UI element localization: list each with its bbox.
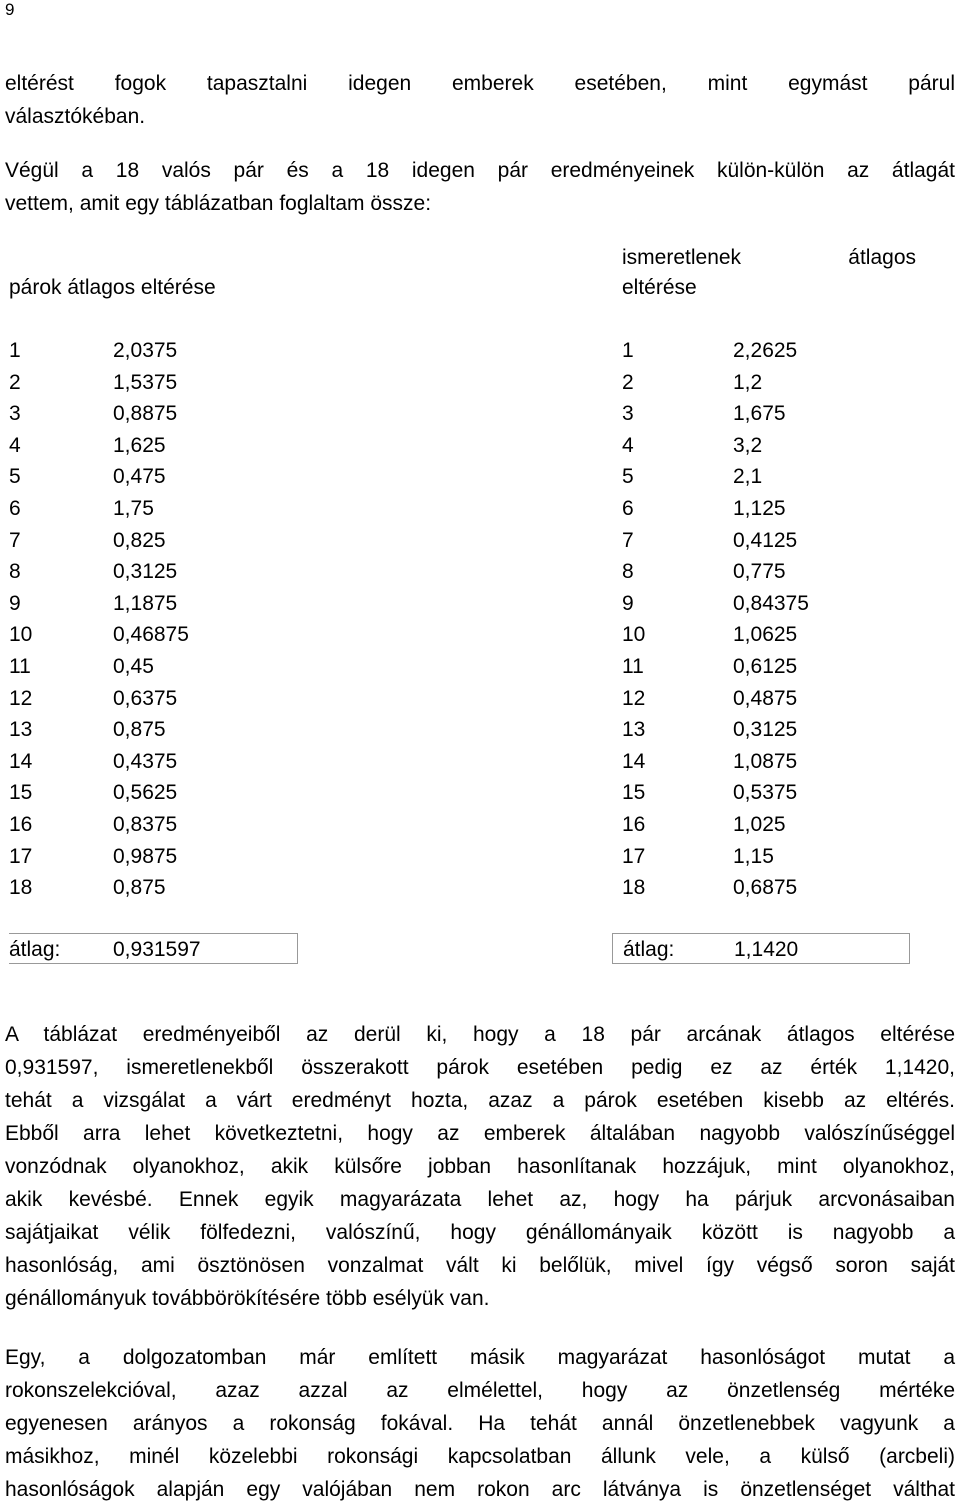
table-row	[9, 398, 189, 430]
text-line: akik kevésbé. Ennek egyik magyarázata lehet az, hogy ha párjuk arcvonásaiban	[5, 1188, 955, 1211]
row-value: 0,3125	[733, 718, 798, 742]
row-value: 0,5375	[733, 781, 798, 805]
text-line: eltérést fogok tapasztalni idegen emberek esetében, mint egymást párul	[5, 72, 955, 95]
table-row	[622, 588, 809, 620]
row-index: 11	[622, 654, 644, 678]
table-row	[622, 841, 809, 873]
strangers-average	[612, 933, 910, 964]
table-row	[622, 746, 809, 778]
paragraph-results	[5, 1018, 955, 1315]
row-index: 7	[9, 528, 21, 552]
row-value: 0,4875	[733, 686, 798, 710]
table-row	[9, 493, 189, 525]
average-value: 1,1420	[734, 938, 799, 961]
text-line: Ebből arra lehet következtetni, hogy az emberek általában nagyobb valószínűséggel	[5, 1122, 955, 1145]
text-line: A táblázat eredményeiből az derül ki, hogy a 18 pár arcának átlagos eltérése	[5, 1023, 955, 1046]
pairs-column	[9, 335, 189, 904]
header-word: eltérése	[622, 276, 697, 299]
row-value: 1,1875	[113, 591, 178, 615]
table-row	[622, 335, 809, 367]
row-value: 1,5375	[113, 370, 178, 394]
table-row	[622, 651, 809, 683]
table-row	[622, 619, 809, 651]
row-index: 5	[9, 465, 21, 489]
table-row	[9, 556, 189, 588]
row-value: 3,2	[733, 433, 763, 457]
table-row	[9, 841, 189, 873]
text-line: hasonlóságok alapján egy valójában nem rokon arc látványa is önzetlenséget válthat	[5, 1478, 955, 1501]
row-index: 2	[622, 370, 634, 394]
table-row	[9, 619, 189, 651]
table-row	[622, 525, 809, 557]
strangers-column	[622, 335, 809, 904]
table-row	[9, 335, 189, 367]
table-row	[622, 714, 809, 746]
table-row	[622, 556, 809, 588]
row-index: 10	[9, 623, 33, 647]
table-row	[622, 398, 809, 430]
table-row	[9, 809, 189, 841]
row-index: 5	[622, 465, 634, 489]
row-value: 0,9875	[113, 844, 178, 868]
row-index: 2	[9, 370, 21, 394]
row-value: 0,46875	[113, 623, 189, 647]
pairs-average	[9, 933, 298, 964]
row-index: 12	[622, 686, 646, 710]
row-value: 0,825	[113, 528, 166, 552]
row-index: 8	[622, 560, 634, 584]
row-value: 0,475	[113, 465, 166, 489]
row-index: 16	[622, 812, 646, 836]
row-value: 1,675	[733, 402, 786, 426]
text-line: Végül a 18 valós pár és a 18 idegen pár eredményeinek külön-külön az átlagát	[5, 159, 955, 182]
table-row	[622, 493, 809, 525]
page-number: 9	[5, 0, 15, 19]
row-index: 17	[622, 844, 646, 868]
row-index: 6	[9, 496, 21, 520]
row-value: 1,025	[733, 812, 786, 836]
header-word: ismeretlenek	[622, 246, 742, 269]
table-row	[9, 683, 189, 715]
table-row	[622, 367, 809, 399]
table-row	[9, 367, 189, 399]
row-value: 0,775	[733, 560, 786, 584]
text-line: sajátjaikat vélik fölfedezni, valószínű, hogy génállományaik között is nagyobb a	[5, 1221, 955, 1244]
row-value: 0,5625	[113, 781, 178, 805]
row-index: 14	[9, 749, 33, 773]
row-value: 0,875	[113, 876, 166, 900]
row-index: 4	[622, 433, 634, 457]
table-row	[9, 777, 189, 809]
row-value: 2,1	[733, 465, 763, 489]
row-index: 8	[9, 560, 21, 584]
row-index: 7	[622, 528, 634, 552]
text-line: egyenesen arányos a rokonság fokával. Ha tehát annál önzetlenebbek vagyunk a	[5, 1412, 955, 1435]
row-index: 9	[622, 591, 634, 615]
table-row	[9, 746, 189, 778]
average-value: 0,931597	[113, 938, 201, 961]
average-label: átlag:	[623, 938, 675, 961]
row-value: 0,8375	[113, 812, 178, 836]
table-row	[9, 525, 189, 557]
row-index: 15	[622, 781, 646, 805]
row-index: 3	[622, 402, 634, 426]
text-line: vonzódnak olyanokhoz, akik külsőre jobban hasonlítanak hozzájuk, mint olyanokhoz,	[5, 1155, 955, 1178]
row-value: 0,6875	[733, 876, 798, 900]
row-index: 3	[9, 402, 21, 426]
row-value: 0,84375	[733, 591, 809, 615]
row-value: 0,875	[113, 718, 166, 742]
text-line: másikhoz, minél közelebbi rokonsági kapcsolatban állunk vele, a külső (arcbeli)	[5, 1445, 955, 1468]
row-index: 9	[9, 591, 21, 615]
table-row	[622, 872, 809, 904]
row-value: 0,4375	[113, 749, 178, 773]
table-row	[622, 777, 809, 809]
row-index: 11	[9, 654, 31, 678]
paragraph-kin-selection	[5, 1341, 955, 1506]
table-row	[622, 461, 809, 493]
table-row	[622, 809, 809, 841]
header-word: átlagos	[848, 246, 916, 269]
row-value: 1,0875	[733, 749, 798, 773]
row-value: 1,75	[113, 496, 154, 520]
row-value: 1,125	[733, 496, 786, 520]
row-value: 0,45	[113, 654, 154, 678]
row-value: 0,3125	[113, 560, 178, 584]
text-line: vettem, amit egy táblázatban foglaltam össze:	[5, 192, 432, 215]
table-row	[9, 430, 189, 462]
row-value: 1,2	[733, 370, 763, 394]
row-index: 1	[622, 339, 634, 362]
text-line: rokonszelekcióval, azaz azzal az elmélettel, hogy az önzetlenség mértéke	[5, 1379, 955, 1402]
row-index: 15	[9, 781, 33, 805]
table-row	[622, 430, 809, 462]
row-value: 0,6375	[113, 686, 178, 710]
row-index: 18	[9, 876, 33, 900]
text-line: hasonlóság, ami ösztönösen vonzalmat vált ki belőlük, mivel így végső soron saját	[5, 1254, 955, 1277]
table-header-pairs: párok átlagos eltérése	[9, 276, 216, 299]
row-index: 18	[622, 876, 646, 900]
row-value: 0,4125	[733, 528, 798, 552]
text-line: választókéban.	[5, 105, 146, 128]
table-row	[9, 461, 189, 493]
table-row	[9, 714, 189, 746]
average-label: átlag:	[9, 938, 61, 961]
row-value: 0,8875	[113, 402, 178, 426]
row-index: 12	[9, 686, 33, 710]
table-row	[622, 683, 809, 715]
text-line: Egy, a dolgozatomban már említett másik magyarázat hasonlóságot mutat a	[5, 1346, 955, 1369]
table-row	[9, 872, 189, 904]
row-index: 6	[622, 496, 634, 520]
paragraph-intro	[5, 67, 955, 133]
row-value: 1,0625	[733, 623, 798, 647]
row-value: 1,15	[733, 844, 774, 868]
row-value: 1,625	[113, 433, 166, 457]
row-index: 13	[622, 718, 646, 742]
paragraph-summary	[5, 154, 955, 220]
row-value: 2,0375	[113, 339, 178, 362]
row-index: 1	[9, 339, 21, 362]
table-row	[9, 651, 189, 683]
row-index: 10	[622, 623, 646, 647]
row-index: 14	[622, 749, 646, 773]
row-value: 0,6125	[733, 654, 798, 678]
table-row	[9, 588, 189, 620]
table-header-strangers	[622, 243, 916, 303]
row-index: 13	[9, 718, 33, 742]
row-index: 4	[9, 433, 21, 457]
row-index: 16	[9, 812, 33, 836]
text-line: génállományuk továbbörökítésére több esélyük van.	[5, 1287, 490, 1310]
row-value: 2,2625	[733, 339, 798, 362]
row-index: 17	[9, 844, 33, 868]
text-line: tehát a vizsgálat a várt eredményt hozta, azaz a párok esetében kisebb az eltérés.	[5, 1089, 955, 1112]
text-line: 0,931597, ismeretlenekből összerakott párok esetében pedig ez az érték 1,1420,	[5, 1056, 955, 1079]
